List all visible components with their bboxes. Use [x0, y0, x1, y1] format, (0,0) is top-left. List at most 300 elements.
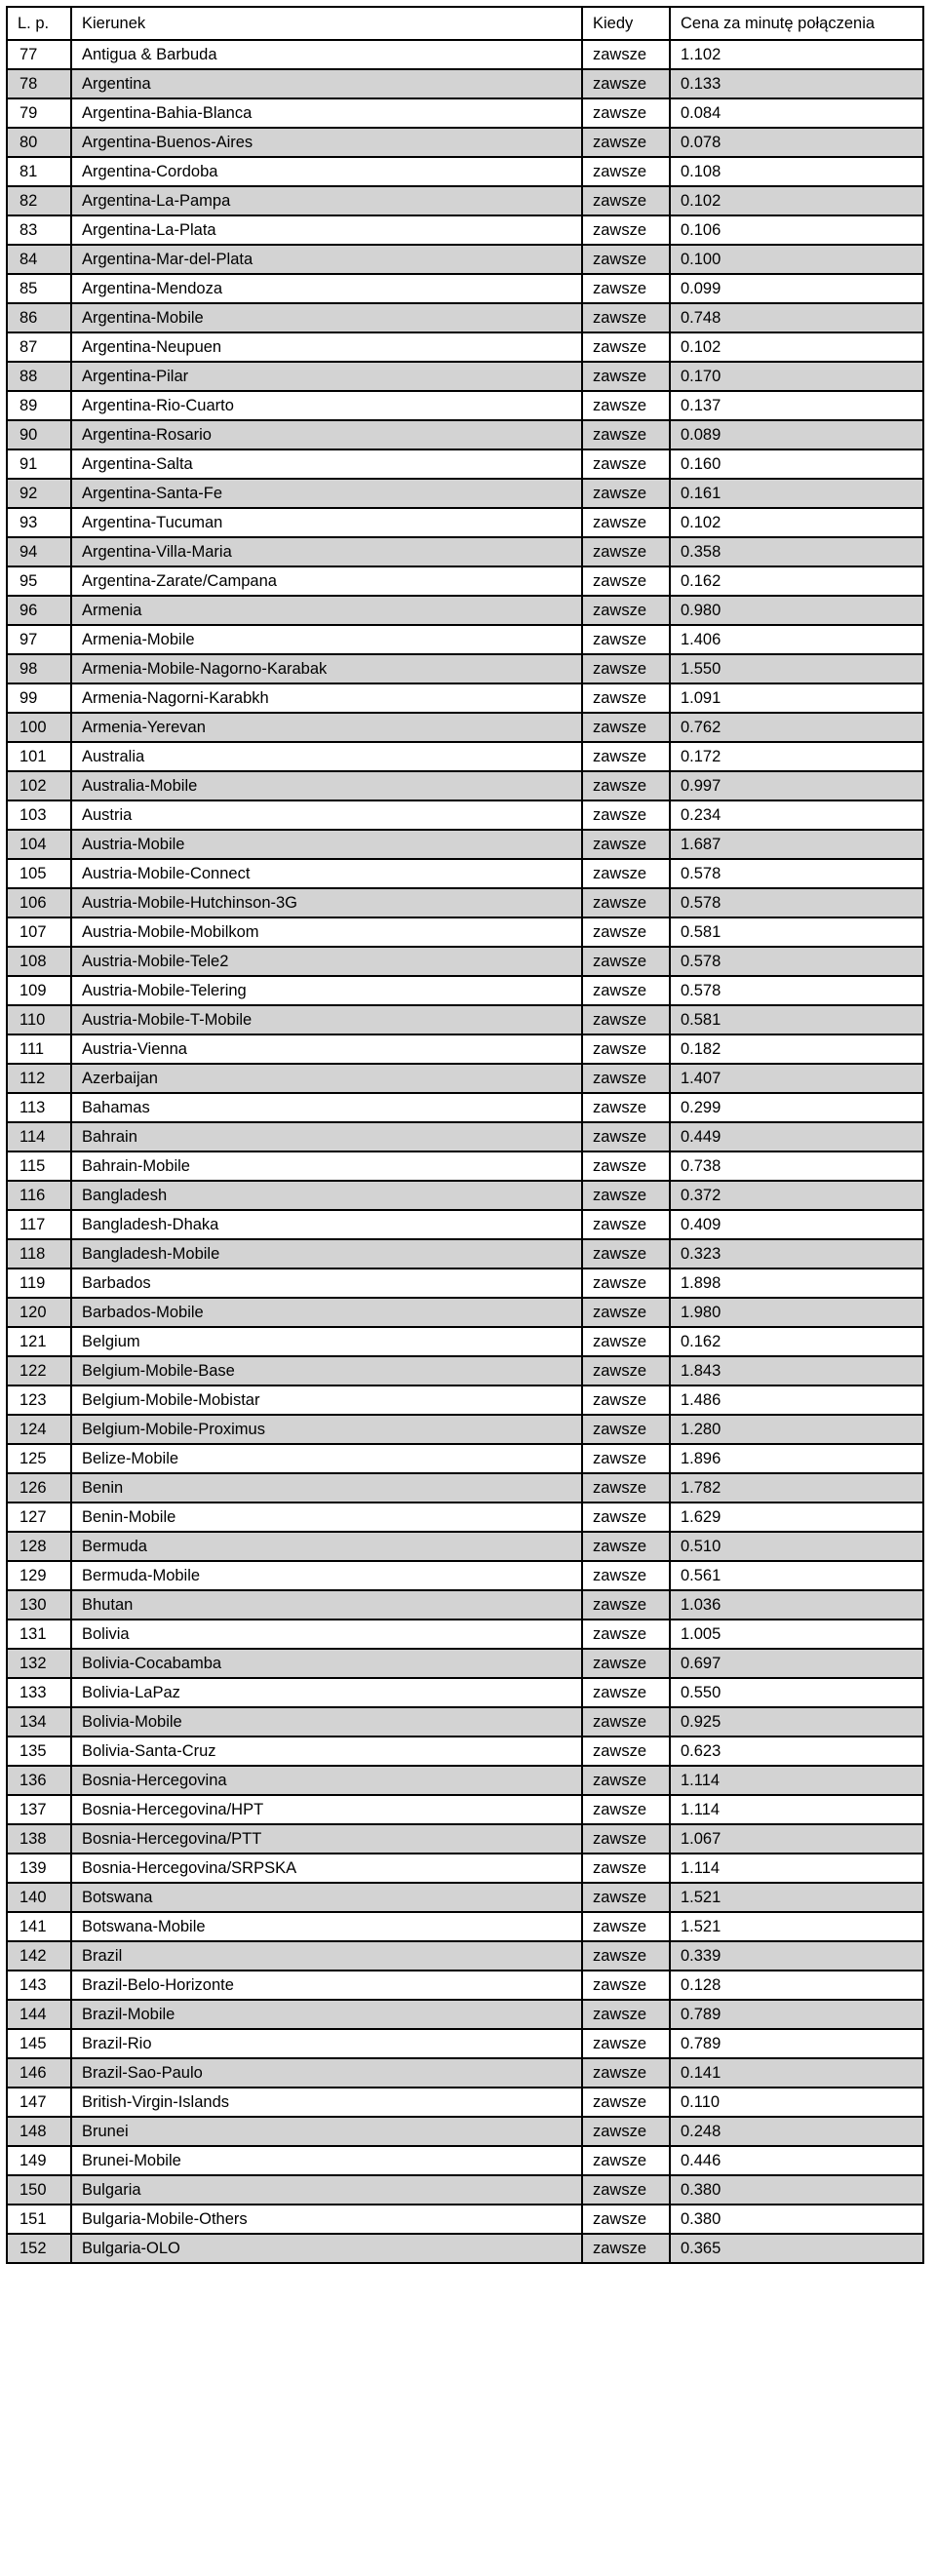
cell-direction: Austria-Mobile-Connect [71, 859, 582, 888]
cell-price: 0.084 [670, 98, 923, 128]
cell-price: 0.623 [670, 1737, 923, 1766]
cell-price: 0.162 [670, 566, 923, 596]
table-row [7, 1971, 923, 2000]
cell-direction: Bangladesh-Mobile [71, 1239, 582, 1268]
cell-price: 1.486 [670, 1386, 923, 1415]
cell-direction: Argentina-Cordoba [71, 157, 582, 186]
cell-lp: 130 [7, 1590, 71, 1620]
table-row [7, 1620, 923, 1649]
cell-direction: Antigua & Barbuda [71, 40, 582, 69]
cell-when: zawsze [582, 1971, 670, 2000]
cell-when: zawsze [582, 1503, 670, 1532]
table-row [7, 2234, 923, 2263]
cell-price: 0.748 [670, 303, 923, 332]
cell-direction: Argentina-Villa-Maria [71, 537, 582, 566]
cell-direction: Barbados [71, 1268, 582, 1298]
cell-lp: 104 [7, 830, 71, 859]
cell-direction: Belgium-Mobile-Proximus [71, 1415, 582, 1444]
cell-price: 1.102 [670, 40, 923, 69]
cell-lp: 122 [7, 1356, 71, 1386]
cell-lp: 109 [7, 976, 71, 1005]
cell-lp: 147 [7, 2088, 71, 2117]
cell-price: 0.102 [670, 332, 923, 362]
cell-price: 0.581 [670, 917, 923, 947]
table-row [7, 1093, 923, 1122]
table-row [7, 1590, 923, 1620]
cell-price: 0.182 [670, 1034, 923, 1064]
cell-lp: 100 [7, 713, 71, 742]
cell-when: zawsze [582, 215, 670, 245]
cell-lp: 85 [7, 274, 71, 303]
cell-when: zawsze [582, 245, 670, 274]
cell-lp: 90 [7, 420, 71, 449]
cell-price: 1.280 [670, 1415, 923, 1444]
header-when: Kiedy [582, 7, 670, 40]
table-row [7, 2000, 923, 2029]
cell-when: zawsze [582, 1824, 670, 1854]
cell-when: zawsze [582, 2000, 670, 2029]
cell-direction: British-Virgin-Islands [71, 2088, 582, 2117]
cell-direction: Benin [71, 1473, 582, 1503]
cell-direction: Armenia-Mobile-Nagorno-Karabak [71, 654, 582, 683]
cell-price: 0.738 [670, 1151, 923, 1181]
cell-when: zawsze [582, 1912, 670, 1941]
cell-direction: Australia-Mobile [71, 771, 582, 800]
cell-when: zawsze [582, 566, 670, 596]
cell-lp: 132 [7, 1649, 71, 1678]
cell-when: zawsze [582, 1268, 670, 1298]
table-row [7, 303, 923, 332]
cell-price: 1.550 [670, 654, 923, 683]
cell-price: 0.578 [670, 888, 923, 917]
cell-direction: Bahrain [71, 1122, 582, 1151]
cell-price: 0.100 [670, 245, 923, 274]
cell-when: zawsze [582, 157, 670, 186]
table-row [7, 1005, 923, 1034]
cell-price: 1.629 [670, 1503, 923, 1532]
cell-when: zawsze [582, 1854, 670, 1883]
cell-lp: 91 [7, 449, 71, 479]
cell-lp: 88 [7, 362, 71, 391]
cell-price: 0.110 [670, 2088, 923, 2117]
cell-when: zawsze [582, 69, 670, 98]
cell-direction: Argentina-Santa-Fe [71, 479, 582, 508]
cell-lp: 106 [7, 888, 71, 917]
cell-direction: Brazil-Mobile [71, 2000, 582, 2029]
cell-direction: Armenia-Mobile [71, 625, 582, 654]
cell-lp: 97 [7, 625, 71, 654]
cell-direction: Argentina-Neupuen [71, 332, 582, 362]
cell-lp: 145 [7, 2029, 71, 2058]
cell-direction: Argentina-Zarate/Campana [71, 566, 582, 596]
cell-direction: Bosnia-Hercegovina/PTT [71, 1824, 582, 1854]
cell-direction: Argentina-Pilar [71, 362, 582, 391]
cell-when: zawsze [582, 1415, 670, 1444]
cell-direction: Australia [71, 742, 582, 771]
cell-when: zawsze [582, 128, 670, 157]
table-row [7, 742, 923, 771]
cell-lp: 114 [7, 1122, 71, 1151]
cell-direction: Botswana-Mobile [71, 1912, 582, 1941]
cell-direction: Brazil [71, 1941, 582, 1971]
cell-lp: 105 [7, 859, 71, 888]
cell-lp: 87 [7, 332, 71, 362]
table-row [7, 1707, 923, 1737]
cell-lp: 84 [7, 245, 71, 274]
cell-when: zawsze [582, 1356, 670, 1386]
cell-when: zawsze [582, 742, 670, 771]
table-row [7, 1561, 923, 1590]
table-row [7, 1912, 923, 1941]
cell-price: 1.521 [670, 1883, 923, 1912]
cell-when: zawsze [582, 1737, 670, 1766]
cell-price: 0.925 [670, 1707, 923, 1737]
table-row [7, 1356, 923, 1386]
cell-direction: Bolivia-Santa-Cruz [71, 1737, 582, 1766]
cell-lp: 103 [7, 800, 71, 830]
table-row [7, 596, 923, 625]
table-row [7, 1444, 923, 1473]
cell-lp: 144 [7, 2000, 71, 2029]
cell-lp: 113 [7, 1093, 71, 1122]
cell-direction: Austria-Mobile [71, 830, 582, 859]
cell-direction: Argentina-Mendoza [71, 274, 582, 303]
cell-price: 0.078 [670, 128, 923, 157]
table-row [7, 2175, 923, 2205]
cell-lp: 78 [7, 69, 71, 98]
cell-lp: 135 [7, 1737, 71, 1766]
cell-when: zawsze [582, 1941, 670, 1971]
table-row [7, 1941, 923, 1971]
cell-direction: Brazil-Belo-Horizonte [71, 1971, 582, 2000]
cell-when: zawsze [582, 1122, 670, 1151]
cell-price: 1.407 [670, 1064, 923, 1093]
table-row [7, 128, 923, 157]
cell-when: zawsze [582, 771, 670, 800]
table-row [7, 1181, 923, 1210]
cell-direction: Belgium-Mobile-Mobistar [71, 1386, 582, 1415]
cell-price: 0.581 [670, 1005, 923, 1034]
cell-when: zawsze [582, 1620, 670, 1649]
cell-when: zawsze [582, 713, 670, 742]
table-row [7, 1678, 923, 1707]
cell-price: 0.102 [670, 508, 923, 537]
cell-when: zawsze [582, 1883, 670, 1912]
cell-price: 1.114 [670, 1854, 923, 1883]
table-row [7, 947, 923, 976]
cell-price: 0.372 [670, 1181, 923, 1210]
cell-price: 0.446 [670, 2146, 923, 2175]
cell-price: 0.099 [670, 274, 923, 303]
cell-lp: 124 [7, 1415, 71, 1444]
cell-direction: Argentina-Rosario [71, 420, 582, 449]
table-row [7, 888, 923, 917]
cell-lp: 83 [7, 215, 71, 245]
cell-when: zawsze [582, 362, 670, 391]
cell-direction: Bhutan [71, 1590, 582, 1620]
cell-price: 0.409 [670, 1210, 923, 1239]
table-row [7, 976, 923, 1005]
table-row [7, 1883, 923, 1912]
cell-when: zawsze [582, 1590, 670, 1620]
cell-when: zawsze [582, 1210, 670, 1239]
cell-price: 0.449 [670, 1122, 923, 1151]
table-row [7, 537, 923, 566]
cell-price: 1.067 [670, 1824, 923, 1854]
cell-price: 0.234 [670, 800, 923, 830]
table-row [7, 40, 923, 69]
table-row [7, 625, 923, 654]
cell-direction: Azerbaijan [71, 1064, 582, 1093]
cell-direction: Austria-Vienna [71, 1034, 582, 1064]
cell-direction: Bermuda [71, 1532, 582, 1561]
cell-lp: 101 [7, 742, 71, 771]
table-row [7, 2117, 923, 2146]
cell-when: zawsze [582, 479, 670, 508]
cell-price: 0.160 [670, 449, 923, 479]
cell-price: 0.561 [670, 1561, 923, 1590]
cell-price: 0.980 [670, 596, 923, 625]
cell-when: zawsze [582, 683, 670, 713]
cell-when: zawsze [582, 2117, 670, 2146]
cell-when: zawsze [582, 2146, 670, 2175]
table-row [7, 1122, 923, 1151]
cell-price: 0.299 [670, 1093, 923, 1122]
cell-when: zawsze [582, 420, 670, 449]
table-row [7, 362, 923, 391]
cell-price: 0.089 [670, 420, 923, 449]
cell-when: zawsze [582, 1239, 670, 1268]
cell-lp: 116 [7, 1181, 71, 1210]
cell-lp: 94 [7, 537, 71, 566]
cell-when: zawsze [582, 1005, 670, 1034]
cell-lp: 89 [7, 391, 71, 420]
table-row [7, 1532, 923, 1561]
cell-price: 0.141 [670, 2058, 923, 2088]
cell-lp: 143 [7, 1971, 71, 2000]
cell-lp: 102 [7, 771, 71, 800]
header-price: Cena za minutę połączenia [670, 7, 923, 40]
cell-direction: Bolivia [71, 1620, 582, 1649]
cell-when: zawsze [582, 2205, 670, 2234]
table-row [7, 1327, 923, 1356]
cell-lp: 119 [7, 1268, 71, 1298]
cell-when: zawsze [582, 596, 670, 625]
table-row [7, 215, 923, 245]
cell-direction: Austria-Mobile-Tele2 [71, 947, 582, 976]
cell-lp: 142 [7, 1941, 71, 1971]
cell-lp: 148 [7, 2117, 71, 2146]
cell-direction: Argentina [71, 69, 582, 98]
cell-lp: 77 [7, 40, 71, 69]
table-row [7, 1151, 923, 1181]
cell-lp: 115 [7, 1151, 71, 1181]
table-row [7, 1795, 923, 1824]
cell-price: 1.406 [670, 625, 923, 654]
table-row [7, 449, 923, 479]
table-row [7, 1854, 923, 1883]
cell-lp: 152 [7, 2234, 71, 2263]
cell-when: zawsze [582, 1444, 670, 1473]
cell-direction: Argentina-Mobile [71, 303, 582, 332]
cell-direction: Bolivia-Cocabamba [71, 1649, 582, 1678]
cell-when: zawsze [582, 1678, 670, 1707]
cell-when: zawsze [582, 2029, 670, 2058]
cell-price: 1.687 [670, 830, 923, 859]
table-row [7, 420, 923, 449]
cell-when: zawsze [582, 1532, 670, 1561]
table-row [7, 508, 923, 537]
cell-lp: 111 [7, 1034, 71, 1064]
cell-direction: Bosnia-Hercegovina/SRPSKA [71, 1854, 582, 1883]
cell-price: 1.005 [670, 1620, 923, 1649]
cell-lp: 110 [7, 1005, 71, 1034]
cell-price: 1.114 [670, 1795, 923, 1824]
table-row [7, 1268, 923, 1298]
cell-price: 1.036 [670, 1590, 923, 1620]
cell-lp: 123 [7, 1386, 71, 1415]
table-row [7, 1473, 923, 1503]
table-row [7, 683, 923, 713]
table-row [7, 800, 923, 830]
cell-price: 1.782 [670, 1473, 923, 1503]
cell-when: zawsze [582, 1707, 670, 1737]
table-row [7, 2146, 923, 2175]
cell-when: zawsze [582, 303, 670, 332]
cell-direction: Brazil-Rio [71, 2029, 582, 2058]
table-row [7, 566, 923, 596]
cell-lp: 117 [7, 1210, 71, 1239]
cell-direction: Bosnia-Hercegovina/HPT [71, 1795, 582, 1824]
cell-when: zawsze [582, 1093, 670, 1122]
table-row [7, 1298, 923, 1327]
table-row [7, 479, 923, 508]
price-list-document [6, 6, 922, 2264]
cell-lp: 98 [7, 654, 71, 683]
cell-direction: Argentina-Salta [71, 449, 582, 479]
cell-price: 0.997 [670, 771, 923, 800]
cell-price: 0.550 [670, 1678, 923, 1707]
table-row [7, 917, 923, 947]
cell-price: 0.510 [670, 1532, 923, 1561]
table-row [7, 1064, 923, 1093]
cell-price: 0.789 [670, 2029, 923, 2058]
cell-lp: 93 [7, 508, 71, 537]
cell-when: zawsze [582, 40, 670, 69]
cell-when: zawsze [582, 2175, 670, 2205]
cell-when: zawsze [582, 1473, 670, 1503]
table-row [7, 1503, 923, 1532]
cell-direction: Argentina-La-Pampa [71, 186, 582, 215]
cell-lp: 146 [7, 2058, 71, 2088]
cell-direction: Argentina-Mar-del-Plata [71, 245, 582, 274]
cell-when: zawsze [582, 859, 670, 888]
table-row [7, 713, 923, 742]
cell-direction: Bahrain-Mobile [71, 1151, 582, 1181]
cell-when: zawsze [582, 1064, 670, 1093]
table-row [7, 1210, 923, 1239]
table-row [7, 332, 923, 362]
cell-price: 0.133 [670, 69, 923, 98]
cell-lp: 108 [7, 947, 71, 976]
cell-when: zawsze [582, 98, 670, 128]
cell-when: zawsze [582, 888, 670, 917]
cell-price: 0.762 [670, 713, 923, 742]
cell-direction: Austria-Mobile-Telering [71, 976, 582, 1005]
header-direction: Kierunek [71, 7, 582, 40]
cell-price: 1.091 [670, 683, 923, 713]
table-row [7, 1824, 923, 1854]
cell-price: 0.578 [670, 859, 923, 888]
cell-direction: Botswana [71, 1883, 582, 1912]
cell-price: 0.162 [670, 1327, 923, 1356]
table-row [7, 2088, 923, 2117]
cell-price: 0.380 [670, 2205, 923, 2234]
cell-direction: Bangladesh-Dhaka [71, 1210, 582, 1239]
price-table [6, 6, 924, 2264]
cell-direction: Belize-Mobile [71, 1444, 582, 1473]
cell-when: zawsze [582, 186, 670, 215]
table-row [7, 1737, 923, 1766]
cell-direction: Brunei [71, 2117, 582, 2146]
header-lp: L. p. [7, 7, 71, 40]
cell-lp: 149 [7, 2146, 71, 2175]
cell-price: 0.358 [670, 537, 923, 566]
cell-when: zawsze [582, 274, 670, 303]
cell-when: zawsze [582, 332, 670, 362]
cell-direction: Argentina-Buenos-Aires [71, 128, 582, 157]
cell-when: zawsze [582, 2088, 670, 2117]
cell-lp: 86 [7, 303, 71, 332]
cell-direction: Argentina-Tucuman [71, 508, 582, 537]
cell-when: zawsze [582, 1766, 670, 1795]
table-row [7, 1239, 923, 1268]
cell-price: 0.578 [670, 976, 923, 1005]
table-row [7, 157, 923, 186]
cell-direction: Austria-Mobile-T-Mobile [71, 1005, 582, 1034]
cell-lp: 120 [7, 1298, 71, 1327]
cell-direction: Benin-Mobile [71, 1503, 582, 1532]
cell-when: zawsze [582, 449, 670, 479]
cell-when: zawsze [582, 976, 670, 1005]
cell-when: zawsze [582, 1649, 670, 1678]
cell-lp: 121 [7, 1327, 71, 1356]
table-row [7, 830, 923, 859]
table-row [7, 2058, 923, 2088]
cell-lp: 136 [7, 1766, 71, 1795]
cell-direction: Argentina-La-Plata [71, 215, 582, 245]
cell-direction: Belgium-Mobile-Base [71, 1356, 582, 1386]
cell-price: 0.170 [670, 362, 923, 391]
cell-direction: Bermuda-Mobile [71, 1561, 582, 1590]
cell-when: zawsze [582, 1795, 670, 1824]
cell-when: zawsze [582, 508, 670, 537]
cell-when: zawsze [582, 830, 670, 859]
cell-when: zawsze [582, 1298, 670, 1327]
cell-price: 0.789 [670, 2000, 923, 2029]
cell-price: 1.521 [670, 1912, 923, 1941]
table-row [7, 1649, 923, 1678]
cell-price: 0.248 [670, 2117, 923, 2146]
cell-direction: Austria [71, 800, 582, 830]
cell-price: 0.137 [670, 391, 923, 420]
table-row [7, 1766, 923, 1795]
cell-when: zawsze [582, 1034, 670, 1064]
cell-when: zawsze [582, 1327, 670, 1356]
cell-price: 1.898 [670, 1268, 923, 1298]
cell-direction: Barbados-Mobile [71, 1298, 582, 1327]
cell-price: 1.843 [670, 1356, 923, 1386]
